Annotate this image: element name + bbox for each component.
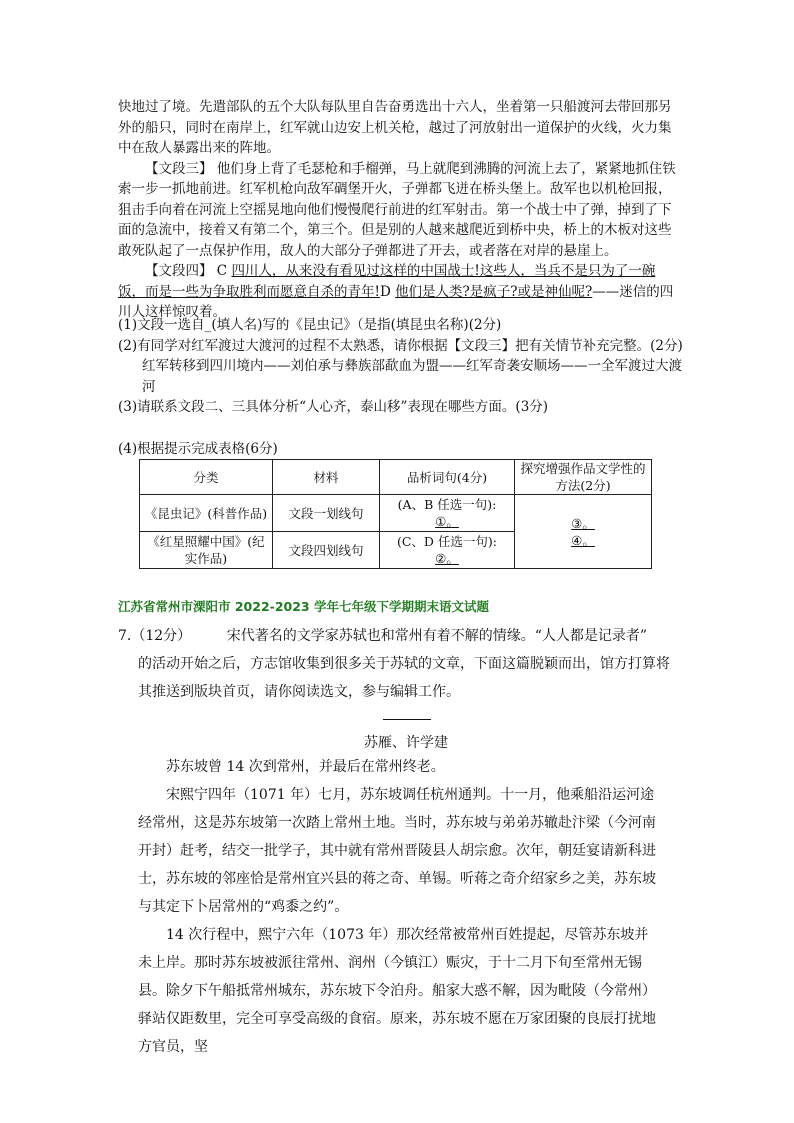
answer-table xyxy=(139,459,652,569)
table-cell: (A、B 任选一句): ①。 xyxy=(380,495,515,532)
article-title-blank xyxy=(383,719,431,720)
article-para-3: 14 次行程中，熙宁六年（1073 年）那次经常被常州百姓提起，尽管苏东坡并未上岸。那时苏东坡被派往常州、润州（今镇江）赈灾，于十二月下旬至常州无锡县。除夕下午船抵常州城东，苏东坡下令泊舟。船家大惑不解，因为毗陵（今常州）驿站仅距数里，完全可享受高级的食宿。原来，苏东坡不愿在万家团聚的良辰打扰地方官员，坚 xyxy=(138,927,656,1055)
table-cell: 文段四划线句 xyxy=(273,532,380,569)
passage-tag: 【文段四】 xyxy=(145,263,213,279)
table-header: 探究增强作品文学性的方法(2分) xyxy=(515,460,652,495)
answer-blank-4: ④。 xyxy=(571,532,595,548)
passage-para-1: 快地过了境。先遣部队的五个大队每队里自告奋勇选出十六人，坐着第一只船渡河去带回那另外的船只，同时在南岸上，红军就山边安上机关枪，越过了河放射出一道保护的火线，火力集中在敌人暴露出来的阵地。 xyxy=(118,99,672,156)
question-7: 7.（12分） 宋代著名的文学家苏轼也和常州有着不解的情缘。“人人都是记录者” 的活动开始之后，方志馆收集到很多关于苏轼的文章，下面这篇脱颖而出，馆方打算将其推送到版块首页，请你阅读选文，参与编辑工作。 xyxy=(118,622,673,706)
table-header: 分类 xyxy=(140,460,273,495)
underlined-sentence-d: 他们是人类?是疯子?或是神仙呢? xyxy=(395,283,593,300)
article-para-1: 苏东坡曾 14 次到常州，并最后在常州终老。 xyxy=(166,759,445,775)
table-cell: 文段一划线句 xyxy=(273,495,380,532)
article-author: 苏雁、许学建 xyxy=(364,735,448,751)
question-7-intro: 的活动开始之后，方志馆收集到很多关于苏轼的文章，下面这篇脱颖而出，馆方打算将其推送到版块首页，请你阅读选文，参与编辑工作。 xyxy=(138,656,670,700)
answer-blank-1: ①。 xyxy=(435,514,459,529)
answer-blank-2: ②。 xyxy=(435,551,459,566)
question-1: (1)文段一选自_(填人名)写的《昆虫记》（是指(填昆虫名称)(2分) xyxy=(118,317,502,333)
table-cell: 《昆虫记》(科普作品) xyxy=(140,495,273,532)
article-para-2: 宋熙宁四年（1071 年）七月，苏东坡调任杭州通判。十一月，他乘船沿运河途经常州，这是苏东坡第一次踏上常州土地。当时，苏东坡与弟弟苏辙赴汴梁（今河南开封）赶考，结交一批学子，其中就有常州晋陵县人胡宗愈。次年，朝廷宴请新科进士，苏东坡的邻座恰是常州宜兴县的蒋之奇、单锡。听蒋之奇介绍家乡之美，苏东坡与其定下卜居常州的“鸡黍之约”。 xyxy=(138,787,656,915)
table-cell xyxy=(515,495,652,569)
question-2-chain: 红军转移到四川境内——刘伯承与彝族部歃血为盟——红军奇袭安顺场——一全军渡过大渡河 xyxy=(142,358,682,395)
passage-para-2: 【文段三】 他们身上背了毛瑟枪和手榴弹，马上就爬到沸腾的河流上去了，紧紧地抓住铁索一步一抓地前进。红军机枪向敌军碉堡开火，子弹都飞迸在桥头堡上。敌军也以机枪回报，狙击手向着在河流上空摇晃地向他们慢慢爬行前进的红军射击。第一个战士中了弹，掉到了下面的急流中，接着又有第二个，第三个。但是别的人越来越爬近到桥中央，桥上的木板对这些敢死队起了一点保护作用，敌人的大部分子弹都进了开去，或者落在对岸的悬崖上。 xyxy=(118,160,676,259)
question-4: (4)根据提示完成表格(6分) xyxy=(118,441,278,457)
article-body xyxy=(138,753,658,1061)
question-3: (3)请联系文段二、三具体分析“人心齐，泰山移”表现在哪些方面。(3分) xyxy=(118,399,549,415)
answer-blank-3: ③。 xyxy=(571,515,595,531)
passage-para-3: 【文段四】 C 四川人，从来没有看见过这样的中国战士!这些人，当兵不是只为了一碗饭，而是一些为争取胜利而愿意自杀的青年!D 他们是人类?是疯子?或是神仙呢?——迷信的四川人这样惊叹着。 xyxy=(118,263,674,320)
questions xyxy=(118,315,688,418)
table-header: 品析词句(4分) xyxy=(380,460,515,495)
table-cell: 《红星照耀中国》(纪实作品) xyxy=(140,532,273,569)
question-7-label: 7.（12分） xyxy=(118,628,192,644)
underlined-sentence-c: 四川人，从来没有看见过这样的中国战士!这些人，当兵不是只为了一碗饭，而是一些为争取胜利而愿意自杀的青年! xyxy=(118,263,656,300)
source-title: 江苏省常州市溧阳市 2022-2023 学年七年级下学期期末语文试题 xyxy=(118,599,489,614)
passage xyxy=(118,97,678,323)
table-cell: (C、D 任选一句): ②。 xyxy=(380,532,515,569)
table-row xyxy=(140,495,652,532)
table-header: 材料 xyxy=(273,460,380,495)
question-2: (2)有同学对红军渡过大渡河的过程不太熟悉，请你根据【文段三】把有关情节补充完整。(2分) xyxy=(118,337,683,354)
passage-tag: 【文段三】 xyxy=(145,160,213,177)
